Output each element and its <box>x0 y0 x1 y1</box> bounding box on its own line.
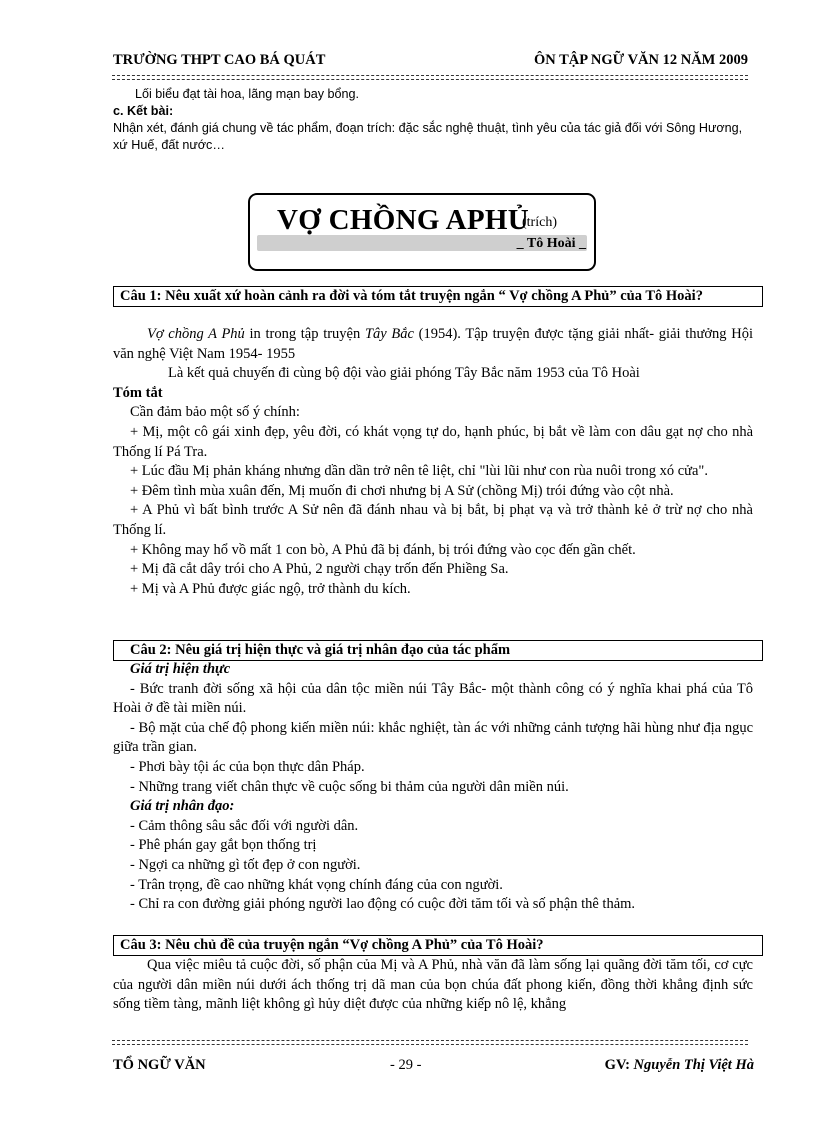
summary-point: + Đêm tình mùa xuân đến, Mị muốn đi chơi nhưng bị A Sử (chồng Mị) trói đứng vào cột nhà. <box>130 482 674 499</box>
origin-paragraph: Vợ chồng A Phủ in trong tập truyện Tây Bắc (1954). Tập truyện được tặng giải nhất- giải thưởng Hội văn nghệ Việt Nam 1954- 1955 <box>113 326 753 362</box>
footer-teacher: GV: Nguyễn Thị Việt Hà <box>604 1057 754 1073</box>
realism-item: - Bức tranh đời sống xã hội của dân tộc miền núi Tây Bắc- một thành công có ý nghĩa khai phá của Tô Hoài ở đề tài miền núi. <box>113 680 753 717</box>
work-title: VỢ CHỒNG APHỦ <box>277 204 530 236</box>
header-rule <box>112 75 748 80</box>
header-school: TRƯỜNG THPT CAO BÁ QUÁT <box>113 52 326 68</box>
page-number: - 29 - <box>390 1057 422 1073</box>
summary-point: + Mị và A Phủ được giác ngộ, trở thành du kích. <box>130 580 411 597</box>
footer-rule <box>112 1040 748 1045</box>
summary-point: + Mị đã cắt dây trói cho A Phủ, 2 người chạy trốn đến Phiềng Sa. <box>130 561 509 578</box>
question-3-text: Câu 3: Nêu chủ đề của truyện ngắn “Vợ chồng A Phủ” của Tô Hoài? <box>120 937 544 953</box>
question-2-text: Câu 2: Nêu giá trị hiện thực và giá trị nhân đạo của tác phẩm <box>130 642 511 658</box>
work-excerpt-note: (trích) <box>522 215 557 230</box>
question-2-answer <box>113 660 753 915</box>
collection-name: Tây Bắc <box>364 326 414 342</box>
realism-label: Giá trị hiện thực <box>130 661 231 677</box>
realism-item: - Phơi bày tội ác của bọn thực dân Pháp. <box>130 758 365 775</box>
realism-item: - Những trang viết chân thực về cuộc sống bi thảm của người dân miền núi. <box>130 778 569 795</box>
humanism-item: - Phê phán gay gắt bọn thống trị <box>130 837 317 854</box>
summary-intro: Cần đảm bảo một số ý chính: <box>130 404 300 421</box>
intro-line: Lối biểu đạt tài hoa, lãng mạn bay bổng. <box>135 87 360 101</box>
question-1-text: Câu 1: Nêu xuất xứ hoàn cảnh ra đời và tóm tắt truyện ngắn “ Vợ chồng A Phủ” của Tô Hoài? <box>120 288 703 304</box>
theme-paragraph: Qua việc miêu tả cuộc đời, số phận của Mị và A Phủ, nhà văn đã làm sống lại quãng đời tăm tối, cơ cực của người dân miền núi dưới ách thống trị dã man của bọn chúa đất phong kiến, đồng thời khẳng định sức sống tiềm tàng, mãnh liệt không gì hủy diệt được của những kiếp nô lệ, khẳng <box>113 957 753 1013</box>
realism-item: - Bộ mặt của chế độ phong kiến miền núi: khắc nghiệt, tàn ác với những cảnh tượng hãi hùng như địa ngục giữa trần gian. <box>113 719 753 756</box>
summary-point: + Lúc đầu Mị phản kháng nhưng dần dần trở nên tê liệt, chỉ "lùi lũi như con rùa nuôi trong xó cửa". <box>130 463 708 480</box>
title-box <box>248 193 596 271</box>
teacher-name: Nguyễn Thị Việt Hà <box>633 1057 754 1073</box>
intro-section <box>113 86 753 154</box>
summary-point: + Không may hổ vồ mất 1 con bò, A Phủ đã bị đánh, bị trói đứng vào cọc đến gần chết. <box>130 541 636 558</box>
humanism-label: Giá trị nhân đạo: <box>130 798 235 815</box>
humanism-item: - Cảm thông sâu sắc đối với người dân. <box>130 817 359 834</box>
humanism-item: - Chỉ ra con đường giải phóng người lao động có cuộc đời tăm tối và số phận thê thảm. <box>130 896 636 913</box>
question-1-answer <box>113 325 753 599</box>
summary-point: + A Phủ vì bất bình trước A Sử nên đã đánh nhau và bị bắt, bị phạt vạ và trở thành kẻ ở trừ nợ cho nhà Thống lí. <box>113 502 753 538</box>
intro-conclusion: Nhận xét, đánh giá chung về tác phẩm, đoạn trích: đặc sắc nghệ thuật, tình yêu của tác giả đối với Sông Hương, xứ Huế, đất nước… <box>113 121 743 152</box>
humanism-item: - Trân trọng, đề cao những khát vọng chính đáng của con người. <box>130 876 503 893</box>
header-course: ÔN TẬP NGỮ VĂN 12 NĂM 2009 <box>533 52 748 68</box>
humanism-item: - Ngợi ca những gì tốt đẹp ở con người. <box>130 856 361 873</box>
footer-department: TỔ NGỮ VĂN <box>113 1057 206 1073</box>
work-name: Vợ chồng A Phủ <box>147 326 245 342</box>
summary-point: + Mị, một cô gái xinh đẹp, yêu đời, có khát vọng tự do, hạnh phúc, bị bắt về làm con dâu gạt nợ cho nhà Thống lí Pá Tra. <box>113 423 753 460</box>
question-3-answer <box>113 956 753 1015</box>
intro-heading: c. Kết bài: <box>113 104 174 118</box>
summary-label: Tóm tắt <box>113 384 163 401</box>
context-paragraph: Là kết quả chuyến đi cùng bộ đội vào giải phóng Tây Bắc năm 1953 của Tô Hoài <box>168 365 640 382</box>
question-2-box <box>113 640 763 661</box>
question-3-box <box>113 935 763 956</box>
work-author: _ Tô Hoài _ <box>516 236 586 251</box>
question-1-box <box>113 286 763 307</box>
